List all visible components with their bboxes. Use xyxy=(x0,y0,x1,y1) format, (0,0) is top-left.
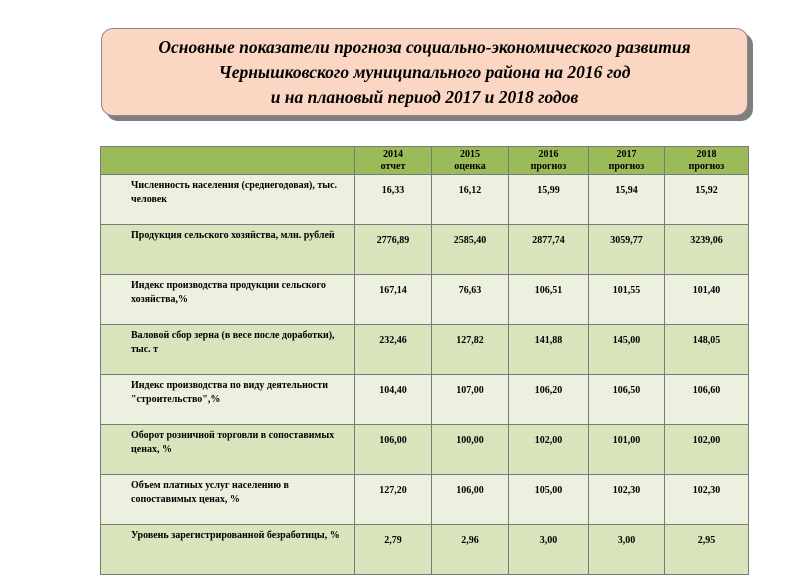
value-cell: 102,00 xyxy=(509,425,589,475)
header-col-2014 xyxy=(355,147,432,175)
value-cell: 3059,77 xyxy=(589,225,665,275)
table-row xyxy=(101,425,749,475)
value-cell: 101,00 xyxy=(589,425,665,475)
value-cell: 107,00 xyxy=(432,375,509,425)
header-col-2015 xyxy=(432,147,509,175)
value-cell: 106,00 xyxy=(432,475,509,525)
value-cell: 3239,06 xyxy=(665,225,749,275)
value-cell: 2,79 xyxy=(355,525,432,575)
value-cell: 16,33 xyxy=(355,175,432,225)
title-banner xyxy=(101,28,748,116)
title-line-2: Чернышковского муниципального района на 2016 год xyxy=(218,61,631,82)
value-cell: 15,94 xyxy=(589,175,665,225)
value-cell: 2877,74 xyxy=(509,225,589,275)
indicator-name: Продукция сельского хозяйства, млн. рублей xyxy=(101,225,355,275)
indicator-name: Оборот розничной торговли в сопоставимых ценах, % xyxy=(101,425,355,475)
header-year: 2018 xyxy=(696,148,717,160)
header-year: 2014 xyxy=(383,148,403,160)
table-row xyxy=(101,475,749,525)
value-cell: 167,14 xyxy=(355,275,432,325)
table-row xyxy=(101,275,749,325)
value-cell: 232,46 xyxy=(355,325,432,375)
header-year: 2017 xyxy=(616,148,637,160)
value-cell: 106,20 xyxy=(509,375,589,425)
value-cell: 127,82 xyxy=(432,325,509,375)
header-year: 2015 xyxy=(460,148,480,160)
value-cell: 2,95 xyxy=(665,525,749,575)
value-cell: 141,88 xyxy=(509,325,589,375)
value-cell: 105,00 xyxy=(509,475,589,525)
table-row xyxy=(101,325,749,375)
header-kind: прогноз xyxy=(530,160,567,172)
table-header-row xyxy=(101,147,749,175)
value-cell: 106,00 xyxy=(355,425,432,475)
table-row xyxy=(101,225,749,275)
value-cell: 2585,40 xyxy=(432,225,509,275)
indicator-name: Численность населения (среднегодовая), тыс. человек xyxy=(101,175,355,225)
value-cell: 102,00 xyxy=(665,425,749,475)
indicator-name: Уровень зарегистрированной безработицы, % xyxy=(101,525,355,575)
value-cell: 104,40 xyxy=(355,375,432,425)
value-cell: 106,51 xyxy=(509,275,589,325)
indicator-name: Объем платных услуг населению в сопоставимых ценах, % xyxy=(101,475,355,525)
table-row xyxy=(101,375,749,425)
header-kind: прогноз xyxy=(688,160,725,172)
header-kind: отчет xyxy=(380,160,406,172)
title-line-1: Основные показатели прогноза социально-экономического развития xyxy=(158,36,691,57)
title-line-3: и на плановый период 2017 и 2018 годов xyxy=(270,86,579,107)
value-cell: 106,50 xyxy=(589,375,665,425)
table-row xyxy=(101,525,749,575)
value-cell: 15,99 xyxy=(509,175,589,225)
value-cell: 15,92 xyxy=(665,175,749,225)
value-cell: 3,00 xyxy=(589,525,665,575)
value-cell: 76,63 xyxy=(432,275,509,325)
value-cell: 2776,89 xyxy=(355,225,432,275)
value-cell: 2,96 xyxy=(432,525,509,575)
header-col-2016 xyxy=(509,147,589,175)
value-cell: 127,20 xyxy=(355,475,432,525)
value-cell: 3,00 xyxy=(509,525,589,575)
table-row xyxy=(101,175,749,225)
value-cell: 106,60 xyxy=(665,375,749,425)
header-kind: оценка xyxy=(454,160,486,172)
value-cell: 101,40 xyxy=(665,275,749,325)
value-cell: 148,05 xyxy=(665,325,749,375)
header-col-2017 xyxy=(589,147,665,175)
header-year: 2016 xyxy=(538,148,559,160)
header-col-2018 xyxy=(665,147,749,175)
forecast-table xyxy=(100,146,749,575)
value-cell: 101,55 xyxy=(589,275,665,325)
header-blank-cell xyxy=(101,147,355,175)
value-cell: 145,00 xyxy=(589,325,665,375)
indicator-name: Индекс производства продукции сельского хозяйства,% xyxy=(101,275,355,325)
value-cell: 102,30 xyxy=(665,475,749,525)
header-kind: прогноз xyxy=(608,160,645,172)
indicator-name: Индекс производства по виду деятельности "строительство",% xyxy=(101,375,355,425)
indicator-name: Валовой сбор зерна (в весе после доработки), тыс. т xyxy=(101,325,355,375)
value-cell: 16,12 xyxy=(432,175,509,225)
value-cell: 100,00 xyxy=(432,425,509,475)
value-cell: 102,30 xyxy=(589,475,665,525)
